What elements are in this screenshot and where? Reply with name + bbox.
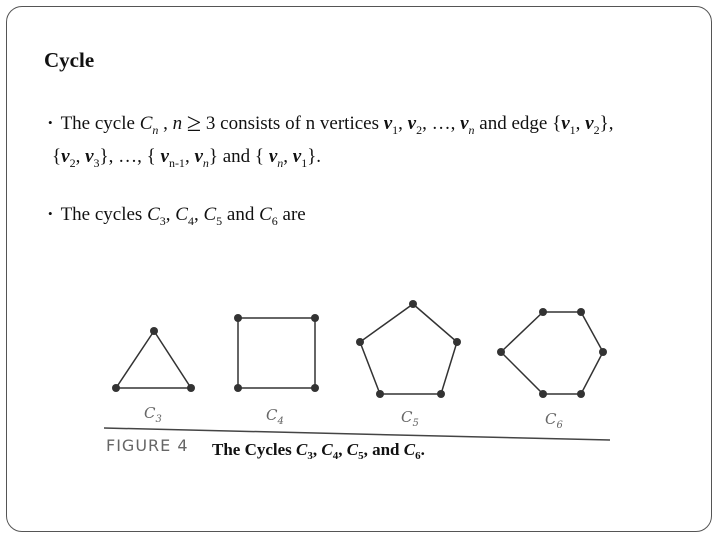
figure-caption: The Cycles $C_3$, $C_4$, $C_5$, and $C_6$. xyxy=(212,440,425,462)
graph-c6 xyxy=(501,312,603,394)
bullet-icon: • xyxy=(48,206,53,221)
label-c5: $C_5$ xyxy=(401,408,419,429)
graph-c3 xyxy=(116,331,191,388)
slide-title: Cycle xyxy=(44,48,95,72)
graph-c4 xyxy=(238,318,315,388)
bullet-icon: • xyxy=(48,115,53,130)
bullet-cycles-examples: • The cycles $C_3$, $C_4$, $C_5$ and $C_6$ are xyxy=(48,204,306,228)
graph-c5 xyxy=(360,304,457,394)
label-c3: $C_3$ xyxy=(144,404,162,425)
label-c6: $C_6$ xyxy=(545,410,563,431)
bullet-cycle-definition-cont: {$v_2$, $v_3$}, …, { $v_{n-1}$, $v_n$} and { $v_n$, $v_1$}. xyxy=(52,146,322,170)
bullet-cycle-definition: • The cycle $C_n$ , n ≥ 3 consists of n vertices $v_1$, $v_2$, …, $v_n$ and edge {$v_1$, $v_2$}, xyxy=(48,108,614,137)
cycle-graphs-figure xyxy=(100,290,620,470)
figure-label: FIGURE 4 xyxy=(106,436,189,455)
label-c4: $C_4$ xyxy=(266,406,284,427)
